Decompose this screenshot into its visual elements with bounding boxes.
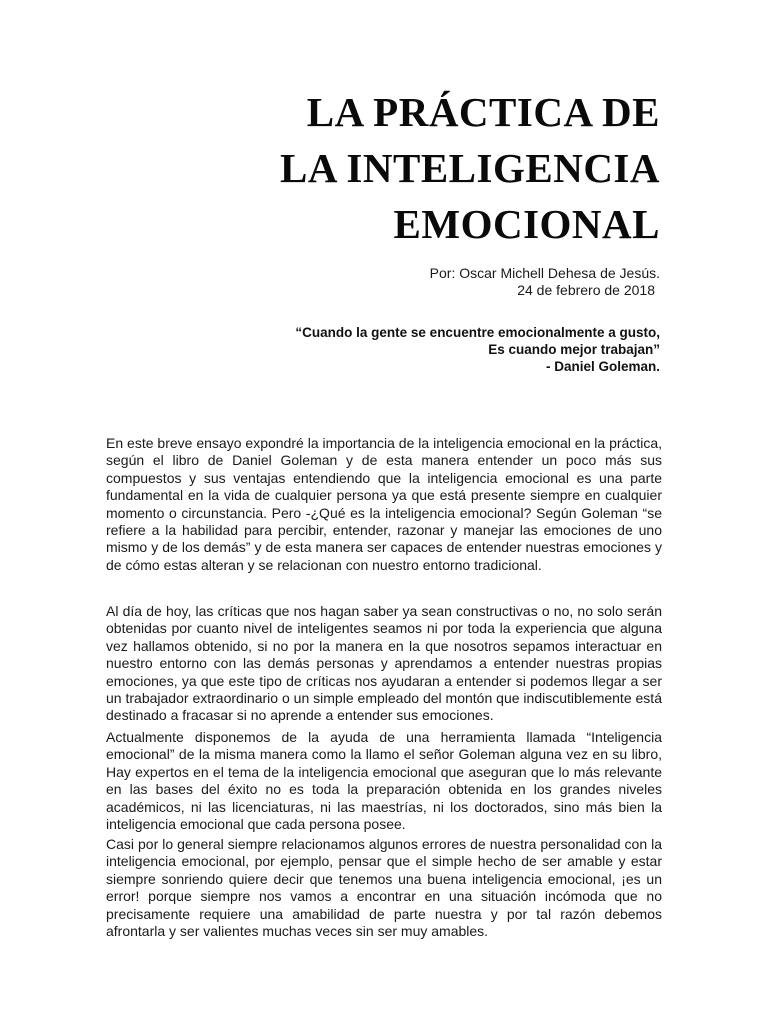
title-line-3: EMOCIONAL	[393, 201, 660, 247]
epigraph-quote	[295, 324, 660, 375]
paragraph-3: Actualmente disponemos de la ayuda de una herramienta llamada “Inteligencia emocional” de la misma manera como la llamo el señor Goleman alguna vez en su libro, Hay expertos en el tema de la inteligencia emocional que aseguran que lo más relevante en las bases del éxito no es toda la preparación obtenida en los grandes niveles académicos, ni las licenciaturas, ni las maestrías, ni los doctorados, sino más bien la inteligencia emocional que cada persona posee.	[106, 729, 662, 833]
title-line-2: LA INTELIGENCIA	[279, 145, 660, 191]
paragraph-2: Al día de hoy, las críticas que nos hagan saber ya sean constructivas o no, no solo serán obtenidas por cuanto nivel de inteligentes seamos ni por toda la experiencia que alguna vez hallamos obtenido, si no por la manera en la que nosotros sepamos interactuar en nuestro entorno con las demás personas y aprendamos a entender nuestras propias emociones, ya que este tipo de críticas nos ayudaran a entender si podemos llegar a ser un trabajador extraordinario o un simple empleado del montón que indiscutiblemente está destinado a fracasar si no aprende a entender sus emociones.	[106, 603, 662, 724]
document-title	[100, 84, 660, 252]
quote-line-2: Es cuando mejor trabajan”	[488, 342, 660, 357]
paragraph-4: Casi por lo general siempre relacionamos algunos errores de nuestra personalidad con la inteligencia emocional, por ejemplo, pensar que el simple hecho de ser amable y estar siempre sonriendo quiere decir que tenemos una buena inteligencia emocional, ¡es un error! porque siempre nos vamos a encontrar en una situación incómoda que no precisamente requiere una amabilidad de parte nuestra y por tal razón debemos afrontarla y ser valientes muchas veces sin ser muy amables.	[106, 836, 662, 940]
title-line-1: LA PRÁCTICA DE	[306, 89, 660, 135]
quote-attribution: - Daniel Goleman.	[545, 359, 660, 374]
quote-line-1: “Cuando la gente se encuentre emocionalmente a gusto,	[295, 325, 660, 340]
paragraph-1: En este breve ensayo expondré la importancia de la inteligencia emocional en la práctica, según el libro de Daniel Goleman y de esta manera entender un poco más sus compuestos y sus ventajas entendiendo que la inteligencia emocional es una parte fundamental en la vida de cualquier persona ya que está presente siempre en cualquier momento o circunstancia. Pero -¿Qué es la inteligencia emocional? Según Goleman “se refiere a la habilidad para percibir, entender, razonar y manejar las emociones de uno mismo y de los demás” y de esta manera ser capaces de entender nuestras emociones y de cómo estas alteran y se relacionan con nuestro entorno tradicional.	[106, 435, 662, 573]
author: Por: Oscar Michell Dehesa de Jesús.	[429, 265, 660, 281]
date: 24 de febrero de 2018	[517, 282, 655, 298]
byline	[430, 265, 660, 299]
